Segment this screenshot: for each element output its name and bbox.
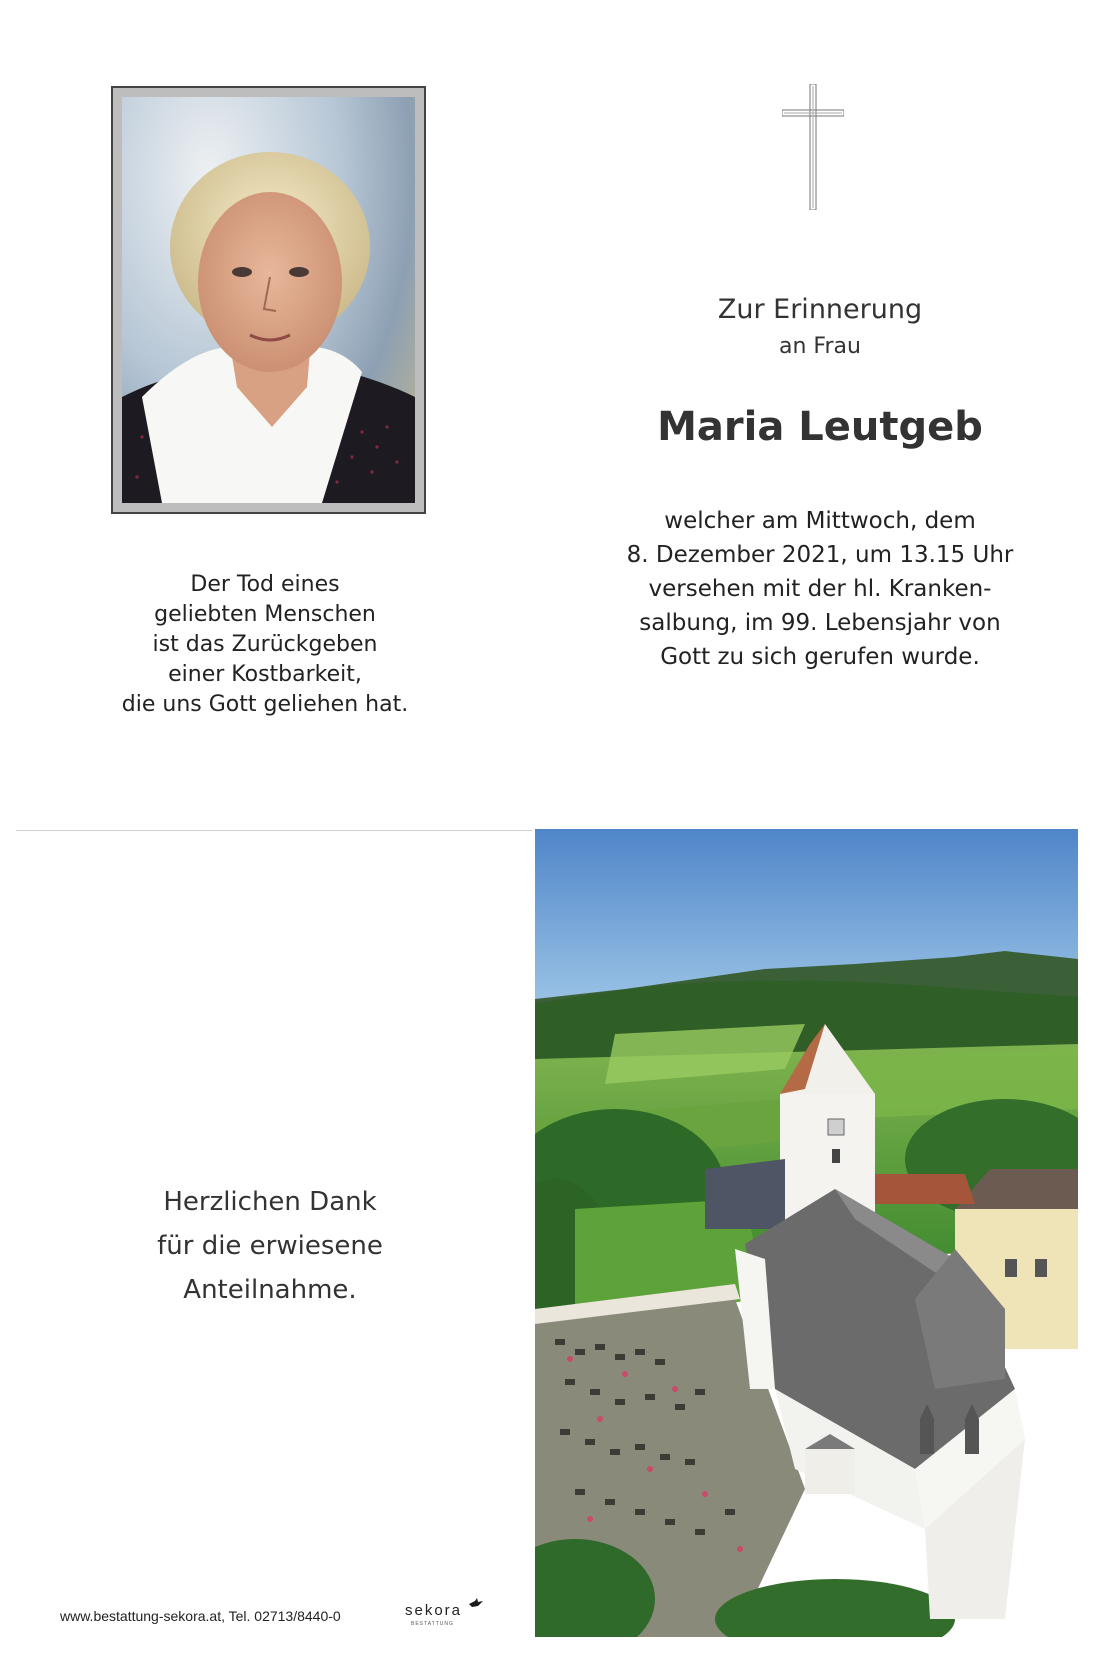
sekora-logo [405,1598,485,1630]
intro-title: Zur Erinnerung [717,294,923,325]
footer-contact: www.bestattung-sekora.at, Tel. 02713/8440-0 [60,1608,341,1624]
thanks-line: für die erwiesene [157,1231,383,1261]
thanks-line: Anteilnahme. [183,1275,357,1305]
bird-icon [468,1598,484,1612]
logo-text: sekora [405,1602,463,1619]
logo-subtext: BESTATTUNG [411,1621,454,1627]
portrait-photo [122,97,415,503]
death-notice-line: salbung, im 99. Lebensjahr von [639,610,1001,636]
portrait-illustration [122,97,415,503]
death-notice-line: 8. Dezember 2021, um 13.15 Uhr [626,542,1014,568]
thanks-line: Herzlichen Dank [163,1187,377,1217]
thanks-message [110,1180,430,1312]
deceased-name: Maria Leutgeb [657,404,983,450]
church-illustration [535,829,1078,1637]
memory-verse [100,570,430,720]
death-notice [600,504,1040,674]
memory-verse-line: geliebten Menschen [154,602,376,627]
death-notice-line: Gott zu sich gerufen wurde. [660,644,980,670]
death-notice-line: welcher am Mittwoch, dem [664,508,976,534]
memory-verse-line: die uns Gott geliehen hat. [121,692,409,717]
memory-verse-line: Der Tod eines [190,572,340,597]
fold-line [16,830,532,831]
portrait-photo-frame [111,86,426,514]
memory-verse-line: ist das Zurückgeben [152,632,378,657]
church-photo [535,829,1078,1637]
memory-verse-line: einer Kostbarkeit, [168,662,362,687]
death-notice-line: versehen mit der hl. Kranken- [648,576,992,602]
intro-subtitle: an Frau [779,334,861,359]
cross-icon [782,84,844,210]
